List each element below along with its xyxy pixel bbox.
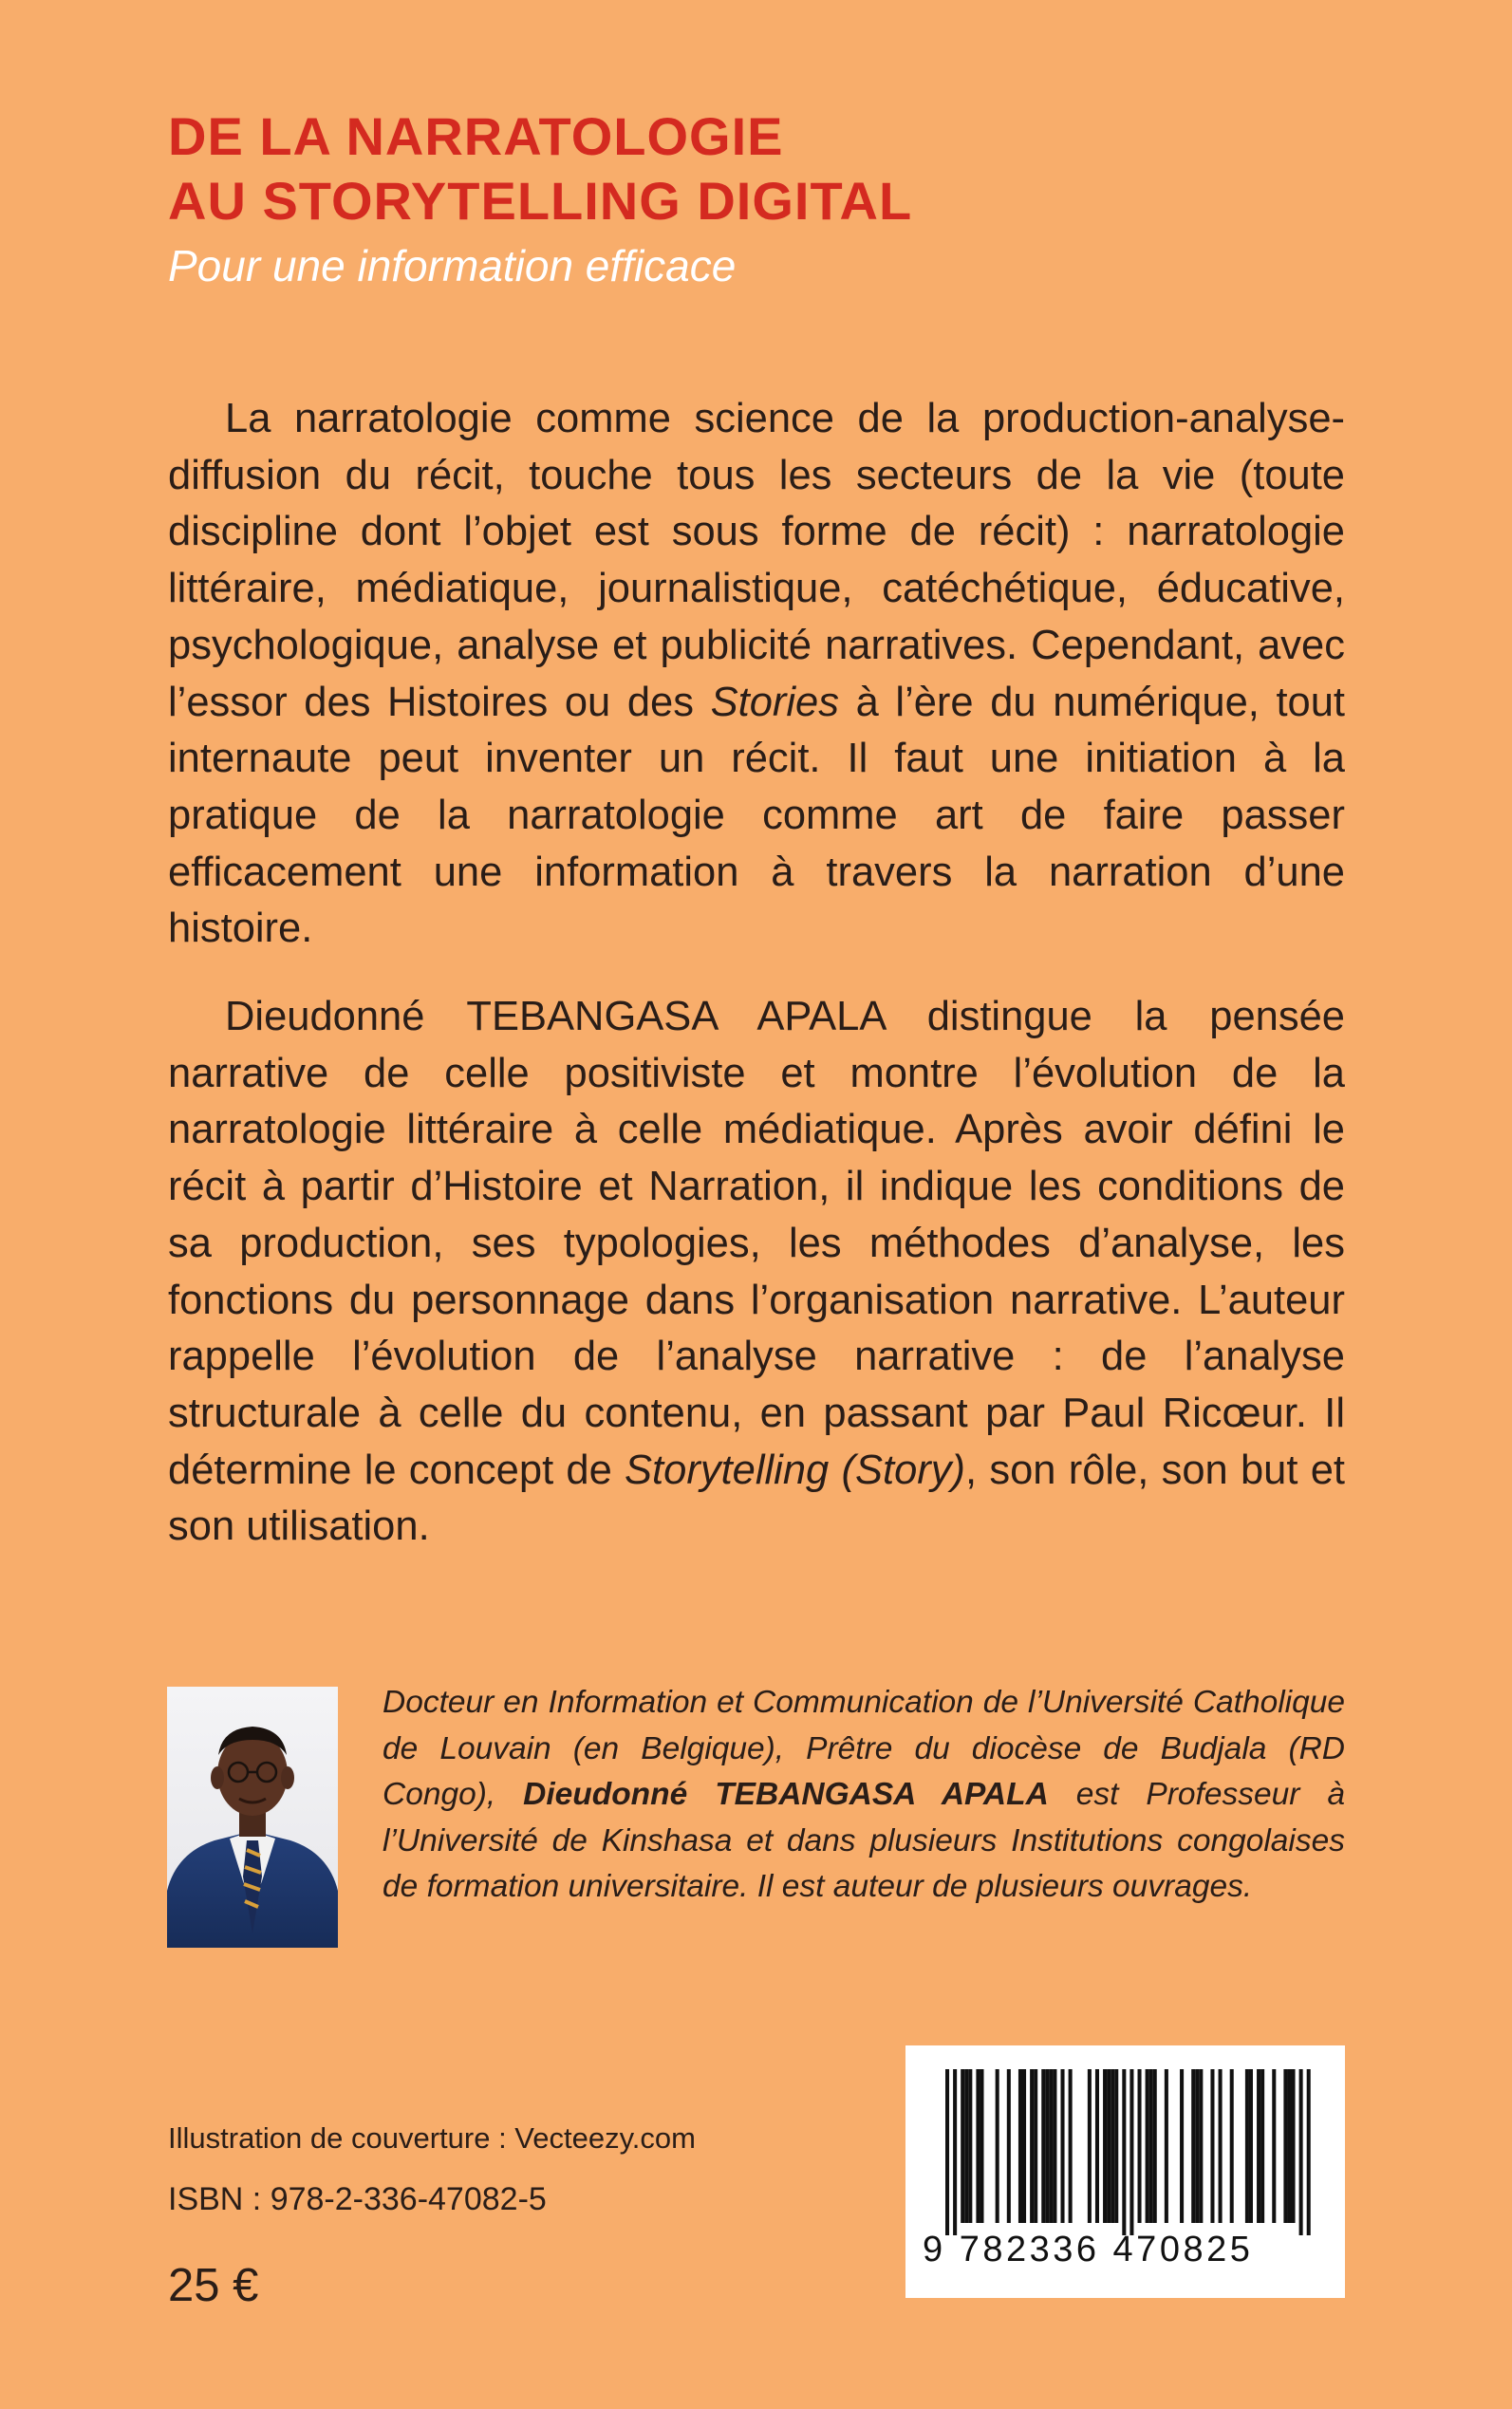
barcode-bar [996,2069,999,2223]
barcode-bar [1146,2069,1149,2223]
barcode-bar [1272,2069,1276,2223]
author-bio-text: Docteur en Information et Communication de l’Université Catholique de Louvain (en Belgique), Prêtre du diocèse de Budjala (RD Congo), [383,1685,1345,1812]
barcode-bar [1149,2069,1153,2223]
barcode-bar [968,2069,972,2223]
barcode-bar [1129,2069,1133,2235]
barcode-bar [1138,2069,1142,2223]
barcode-bar [1180,2069,1184,2223]
summary-italic-term: Storytelling (Story) [625,1447,965,1493]
barcode-bar [1210,2069,1214,2223]
barcode-bar [1018,2069,1022,2223]
barcode-bar [1191,2069,1195,2223]
barcode-bar [1007,2069,1011,2223]
barcode-bar [1041,2069,1045,2223]
price: 25 € [168,2260,259,2311]
barcode-bar [945,2069,949,2235]
barcode-bar [953,2069,957,2235]
barcode-bar [1095,2069,1099,2223]
barcode-bar [1292,2069,1296,2223]
author-photo [167,1687,338,1948]
book-title [168,104,912,233]
barcode-bar [1153,2069,1157,2223]
author-name: Dieudonné TEBANGASA APALA [523,1777,1049,1812]
barcode-bar [1022,2069,1026,2223]
barcode-bar [1299,2069,1303,2235]
isbn: ISBN : 978-2-336-47082-5 [168,2181,547,2217]
barcode-bar [961,2069,964,2223]
barcode-bar [1199,2069,1203,2223]
barcode-bar [1122,2069,1126,2235]
summary-italic-term: Stories [710,679,839,725]
barcode-bar [1287,2069,1291,2223]
cover-illustration-credit: Illustration de couverture : Vecteezy.com [168,2121,696,2155]
barcode-bar [1103,2069,1107,2223]
summary-text: La narratologie comme science de la production-analyse-diffusion du récit, touche tous les secteurs de la vie (toute discipline dont l’objet est sous forme de récit) : narratologie littéraire, médiatique, journalistique, catéchétique, éducative, psychologique, analyse et publicité narratives. Cependant, avec l’essor des Histoires ou des [168,396,1345,725]
barcode-digits: 9 782336 470825 [923,2230,1254,2269]
barcode-bar [1045,2069,1049,2223]
author-bio-text: est Professeur à l’Université de Kinshasa et dans plusieurs Institutions congolaises de formation universitaire. Il est auteur de plusieurs ouvrages. [383,1777,1345,1904]
book-title-line-2: AU STORYTELLING DIGITAL [168,171,913,231]
barcode-bar [1053,2069,1056,2223]
summary-paragraph-2 [168,989,1345,1556]
summary-text: à l’ère du numérique, tout internaute peut inventer un récit. Il faut une initiation à la pratique de la narratologie comme art de faire passer efficacement une information à travers la narration d’une histoire. [168,679,1346,952]
barcode-bar [980,2069,983,2223]
barcode [905,2045,1345,2298]
barcode-bar [1049,2069,1053,2223]
barcode-bar [1219,2069,1223,2223]
barcode-bar [1069,2069,1073,2223]
summary-text: , son rôle, son but et son utilisation. [168,1447,1345,1550]
barcode-bar [1260,2069,1264,2223]
summary-paragraph-1 [168,391,1345,958]
barcode-bar [1249,2069,1253,2223]
book-subtitle: Pour une information efficace [168,241,737,290]
barcode-bar [1088,2069,1092,2223]
barcode-bar [1283,2069,1287,2223]
barcode-bar [1230,2069,1234,2223]
barcode-bar [1030,2069,1034,2223]
barcode-bar [1107,2069,1111,2223]
barcode-bar [1165,2069,1168,2223]
barcode-bar [1307,2069,1311,2235]
barcode-bar [1114,2069,1118,2223]
barcode-bar [964,2069,968,2223]
barcode-bar [1245,2069,1249,2223]
barcode-bar [976,2069,980,2223]
summary-text: Dieudonné TEBANGASA APALA distingue la pensée narrative de celle positiviste et montre l’évolution de la narratologie littéraire à celle médiatique. Après avoir défini le récit à partir d’Histoire et Narration, il indique les conditions de sa production, ses typologies, les méthodes d’analyse, les fonctions du personnage dans l’organisation narrative. L’auteur rappelle l’évolution de l’analyse narrative : de l’analyse structurale à celle du contenu, en passant par Paul Ricœur. Il détermine le concept de [168,994,1345,1493]
barcode-bar [1195,2069,1199,2223]
barcode-bar [1034,2069,1037,2223]
barcode-bar [1111,2069,1114,2223]
book-title-line-1: DE LA NARRATOLOGIE [168,106,784,166]
author-bio [383,1680,1345,1911]
barcode-bar [1061,2069,1065,2223]
barcode-bar [1257,2069,1260,2223]
